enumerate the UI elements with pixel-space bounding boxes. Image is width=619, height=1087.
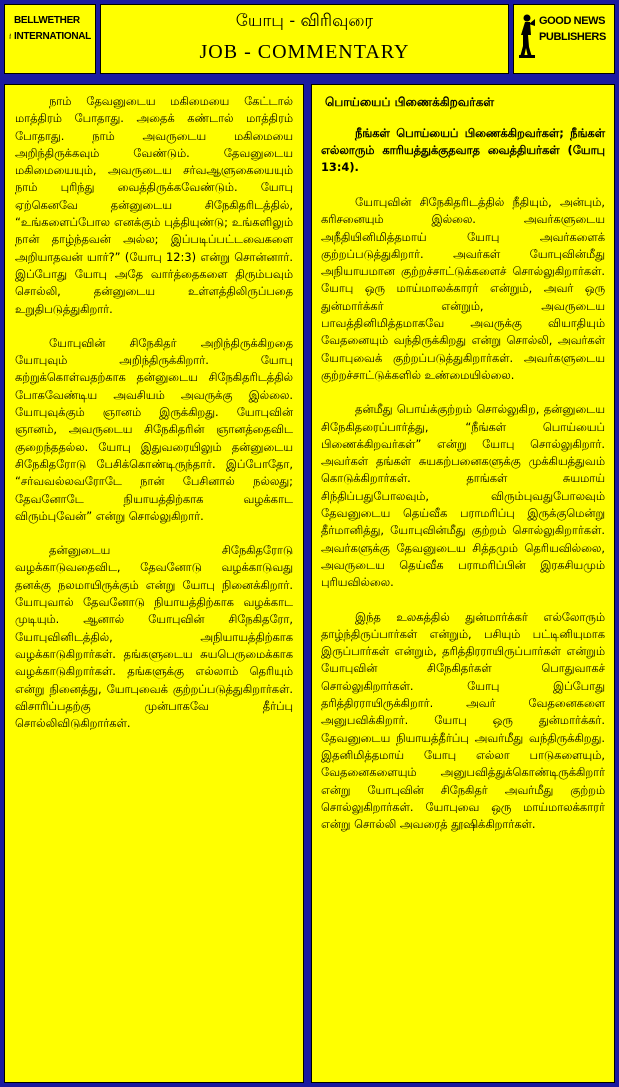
logo-line-2: INTERNATIONAL	[13, 31, 91, 42]
logo-line-1: BELLWETHER	[13, 15, 80, 26]
paragraph: தன்மீது பொய்க்குற்றம் சொல்லுகிற, தன்னுடைய சிநேகிதரைப்பார்த்து, “நீங்கள் பொய்யைப் பிணைக்கிறவர்கள்” என்று யோபு சொல்லுகிறார். அவர்கள் தங்கள் சுயகற்பனைகளுக்கு முக்கியத்துவம் கொடுக்கிறார்கள். தாங்கள் சுயமாய் சிந்திப்பதுபோலவும், விரும்புவதுபோலவும் தேவனுடைய தெய்வீக பராமரிப்பு இருக்குமென்று தீர்மானித்து, யோபுவின்மீது குற்றம் சொல்லுகிறார்கள். அவர்களுக்கு தேவனுடைய சித்தமும் தெரியவில்லை, அவருடைய தெய்வீக பராமரிப்பின் இரகசியமும் புரியவில்லை.	[321, 402, 605, 590]
logo-line-2: PUBLISHERS	[539, 31, 606, 43]
title-english: JOB - COMMENTARY	[199, 41, 410, 63]
paragraph: இந்த உலகத்தில் துன்மார்க்கர் எல்லோரும் தாழ்ந்திருப்பார்கள் என்றும், பசியும் பட்டினியுமாக இருப்பார்கள் என்றும், தரித்திரராயிருப்பார்கள் என்றும் யோபுவின் சிநேகிதர்கள் பொதுவாகச் சொல்லுகிறார்கள். யோபு இப்போது தரித்திரராயிருக்கிறார். அவர் வேதனைகளை அனுபவிக்கிறார். யோபு ஒரு துன்மார்க்கர். தேவனுடைய நியாயத்தீர்ப்பு அவர்மீது வந்திருக்கிறது. இதனிமித்தமாய் யோபு எல்லா பாடுகளையும், வேதனைகளையும் அனுபவித்துக்கொண்டிருக்கிறார் என்று யோபுவின் சிநேகிதர் அவர்மீது குற்றம் சொல்லுகிறார்கள். யோபுவை ஒரு மாய்மாலக்காரர் என்று சொல்லி அவரைத் தூஷிக்கிறார்கள்.	[321, 609, 605, 832]
good-news-logo	[513, 4, 615, 74]
trumpeter-icon	[9, 13, 11, 59]
right-column	[311, 84, 615, 1083]
logo-line-1: GOOD NEWS	[539, 15, 606, 27]
title-tamil: யோபு - விரிவுரை	[235, 11, 374, 31]
left-column	[4, 84, 304, 1083]
paragraph: யோபுவின் சிநேகிதர் அறிந்திருக்கிறதை யோபுவும் அறிந்திருக்கிறார். யோபு கற்றுக்கொள்வதற்காக தன்னுடைய சிநேகிதரிடத்தில் போகவேண்டிய அவசியம் அவருக்கு இல்லை. யோபுவுக்கும் ஞானம் இருக்கிறது. யோபுவின் ஞானம், அவருடைய சிநேகிதரின் ஞானத்தைவிட குறைந்ததல்ல. யோபு இதுவரையிலும் தன்னுடைய சிநேகிதரோடு பேசிக்கொண்டிருந்தார். இப்போதோ, “சர்வவல்லவரோடே நான் பேசினால் நல்லது; தேவனோடே நியாயத்திற்காக வழக்காட விரும்புவேன்” என்று சொல்லுகிறார்.	[15, 335, 293, 523]
section-heading: பொய்யைப் பிணைக்கிறவர்கள்	[325, 95, 495, 109]
title-box	[100, 4, 509, 74]
paragraph: யோபுவின் சிநேகிதரிடத்தில் நீதியும், அன்பும், கரிசனையும் இல்லை. அவர்களுடைய அநீதியினிமித்தமாய் யோபு அவர்களைக் குற்றப்படுத்துகிறார். அவர்கள் யோபுவின்மீது அநியாயமான குற்றச்சாட்டுக்களைச் சொல்லுகிறார்கள். யோபு ஒரு மாய்மாலக்காரர் என்றும், அவர் ஒரு துன்மார்க்கர் என்றும், அவருடைய பாவத்தினிமித்தமாகவே அவருக்கு வியாதியும் வேதனையும் வந்திருக்கிறது என்று சொல்லி, அவர்கள் யோபுவைக் குற்றப்படுத்துகிறார்கள். அவர்களுடைய குற்றச்சாட்டுக்களில் உண்மையில்லை.	[321, 195, 605, 382]
paragraph: நாம் தேவனுடைய மகிமையை கேட்டால் மாத்திரம் போதாது. அதைக் கண்டால் மாத்திரம் போதாது. நாம் அவருடைய மகிமையை அறிந்திருக்கவும் வேண்டும். தேவனுடைய மகிமையையும், அவருடைய சர்வஆளுகையையும் நாம் புரிந்து வைத்திருக்கவேண்டும். யோபு ஏற்கெனவே தன்னுடைய சிநேகிதரிடத்தில், “உங்களைப்போல எனக்கும் புத்தியுண்டு; உங்களிலும் நான் தாழ்ந்தவன் அல்ல; இப்படிப்பட்டவைகளை அறியாதவன் யார்?” (யோபு 12:3) என்று சொன்னார். இப்போது யோபு அதே வார்த்தைகளை திரும்பவும் சொல்லி, தன்னுடைய உள்ளத்திலிருப்பதை உறுதிபடுத்துகிறார்.	[15, 94, 293, 316]
trumpeter-icon	[518, 13, 536, 59]
paragraph: தன்னுடைய சிநேகிதரோடு வழக்காடுவதைவிட, தேவனோடு வழக்காடுவது தனக்கு நலமாயிருக்கும் என்று யோபு நினைக்கிறார். யோபுவால் தேவனோடு நியாயத்திற்காக வழக்காட முடியும். ஆனால் யோபுவின் சிநேகிதரோ, யோபுவினிடத்தில், அநியாயத்திற்காக வழக்காடுகிறார்கள். தங்களுடைய சுயபெருமைக்காக வழக்காடுகிறார்கள். தங்களுக்கு எல்லாம் தெரியும் என்று நினைத்து, யோபுவைக் குற்றப்படுத்துகிறார்கள். விசாரிப்பதற்கு முன்பாகவே தீர்ப்பு சொல்லிவிடுகிறார்கள்.	[15, 543, 293, 731]
verse-quote: நீங்கள் பொய்யைப் பிணைக்கிறவர்கள்; நீங்கள் எல்லாரும் காரியத்துக்குதவாத வைத்தியர்கள் (யோபு 13:4).	[321, 126, 605, 174]
bellwether-logo	[4, 4, 96, 74]
